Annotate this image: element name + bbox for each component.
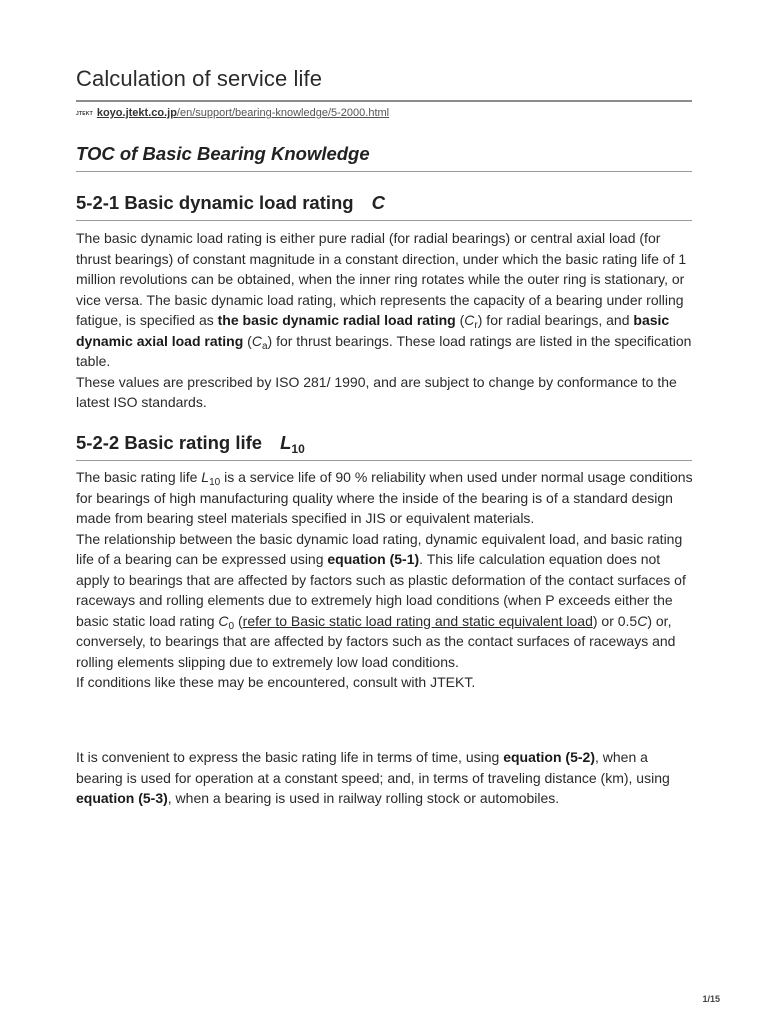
text-run: The relationship between the basic dynamic load rating, dynamic equivalent load, and basic rating life of a bearing can be expressed using [76, 530, 683, 567]
source-domain-link[interactable]: koyo.jtekt.co.jp [96, 107, 177, 119]
text-run: If conditions like these may be encountered, consult with JTEKT. [76, 674, 476, 690]
toc-divider [76, 171, 692, 172]
text-run: ) for thrust bearings. These load ratings are listed in the specification table. [76, 332, 692, 369]
section-heading-label: 5-2-2 Basic rating life [76, 432, 263, 453]
text-run: ) for radial bearings, and [477, 312, 634, 328]
section-divider [76, 220, 692, 221]
section-symbol: C [371, 192, 385, 213]
title-divider [76, 100, 692, 102]
text-run: ) or 0.5 [592, 612, 638, 629]
page-number: 1/15 [702, 994, 720, 1004]
paragraph-time-distance [76, 747, 694, 809]
jtekt-logo: JTEKT [76, 111, 93, 117]
section-heading-5-2-1 [76, 192, 385, 214]
text-run: The basic rating life [76, 469, 202, 485]
symbol: C [637, 612, 648, 629]
text-run: The basic dynamic load rating is either pure radial (for radial bearings) or central axial load (for thrust bearings) of constant magnitude in a constant direction, under which the basic rating life of 1 million revolutions can be obtained, when the inner ring rotates while the outer ring is stationary, or vice versa. The basic dynamic load rating, which represents the capacity of a bearing under rolling fatigue, is specified as [76, 230, 687, 328]
symbol-subscript: 0 [228, 620, 235, 632]
section-heading-label: 5-2-1 Basic dynamic load rating [76, 192, 354, 213]
paragraph-load-rating [76, 228, 694, 413]
bold-term: the basic dynamic radial load rating [217, 312, 456, 328]
text-run: is a service life of 90 % reliability when used under normal usage conditions for bearings of high manufacturing quality where the inside of the bearing is of a standard design made from bearing steel materials specified in JIS or equivalent materials. [76, 469, 693, 526]
symbol: L [201, 469, 210, 485]
equation-reference: equation (5-3) [76, 790, 168, 806]
section-symbol [280, 432, 305, 456]
text-run: ( [234, 612, 243, 629]
section-divider [76, 460, 692, 461]
source-path-link[interactable]: /en/support/bearing-knowledge/5-2000.html [176, 107, 390, 119]
source-url [76, 107, 389, 119]
section-heading-5-2-2 [76, 432, 305, 456]
symbol-subscript: r [474, 320, 478, 331]
text-run: ( [455, 312, 465, 328]
text-run: It is convenient to express the basic rating life in terms of time, using [76, 749, 504, 765]
text-run: These values are prescribed by ISO 281/ 1990, and are subject to change by conformance to the latest ISO standards. [76, 373, 677, 410]
bold-term: basic dynamic axial load rating [76, 312, 670, 349]
document-title: Calculation of service life [76, 66, 323, 91]
symbol: C [464, 312, 475, 328]
text-run: ( [243, 332, 252, 349]
text-run: . This life calculation equation does not apply to bearings that are affected by factors such as plastic deformation of the contact surfaces of raceways and rolling elements due to extremely high load conditions (when P exceeds either the basic static load rating [76, 551, 686, 629]
symbol: C [251, 332, 262, 349]
symbol-subscript: a [261, 340, 268, 352]
paragraph-rating-life [76, 467, 694, 693]
symbol-subscript: 10 [209, 477, 221, 488]
equation-reference: equation (5-2) [503, 749, 595, 765]
text-run: ) or, conversely, to bearings that are affected by factors such as the contact surfaces of raceways and rolling elements slipping due to extremely low load conditions. [76, 612, 676, 670]
toc-link-heading[interactable]: TOC of Basic Bearing Knowledge [76, 143, 370, 164]
symbol-subscript: 10 [291, 442, 305, 456]
static-load-rating-link[interactable]: refer to Basic static load rating and static equivalent load [242, 612, 593, 629]
equation-reference: equation (5-1) [327, 551, 420, 567]
text-run: , when a bearing is used for operation at a constant speed; and, in terms of traveling distance (km), using [76, 749, 670, 786]
text-run: , when a bearing is used in railway rolling stock or automobiles. [167, 790, 560, 806]
symbol-letter: L [280, 432, 292, 453]
symbol: C [218, 612, 229, 629]
